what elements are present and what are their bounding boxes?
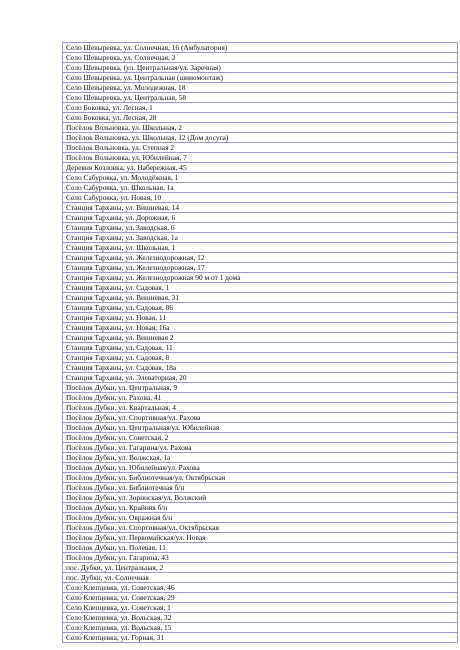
table-row: [63, 593, 458, 603]
address-cell: Село Шевыревка, ул. Центральная (шиномонтаж): [63, 73, 458, 83]
table-row: [63, 313, 458, 323]
table-row: [63, 583, 458, 593]
table-row: [63, 563, 458, 573]
table-row: [63, 93, 458, 103]
table-row: [63, 173, 458, 183]
address-cell: Посёлок Дубки, ул. Библиотечная/ул. Октябрьская: [63, 473, 458, 483]
table-row: [63, 123, 458, 133]
address-cell: Посёлок Дубки, ул. Гагарина, 43: [63, 553, 458, 563]
address-cell: Посёлок Дубки, ул. Спортивная/ул. Октябрьская: [63, 523, 458, 533]
address-cell: Посёлок Дубки, ул. Зоринская/ул. Волжский: [63, 493, 458, 503]
address-cell: Село Боковка, ул. Лесная, 1: [63, 103, 458, 113]
table-row: [63, 323, 458, 333]
address-cell: Посёлок Дубки, ул. Советская, 2: [63, 433, 458, 443]
address-cell: Село Клепцевка, ул. Советская, 1: [63, 603, 458, 613]
table-row: [63, 633, 458, 643]
table-row: [63, 83, 458, 93]
address-cell: Посёлок Дубки, ул. Волжская, 1а: [63, 453, 458, 463]
table-row: [63, 183, 458, 193]
table-row: [63, 433, 458, 443]
table-row: [63, 623, 458, 633]
table-row: [63, 223, 458, 233]
table-row: [63, 143, 458, 153]
table-row: [63, 403, 458, 413]
address-cell: Село Шевыревка, ул. Молодежная, 18: [63, 83, 458, 93]
address-cell: Посёлок Дубки, ул. Крайняя б/н: [63, 503, 458, 513]
table-row: [63, 333, 458, 343]
address-cell: Село Шевыревка, ул. Солнечная, 2: [63, 53, 458, 63]
address-cell: Станция Тарханы, ул. Новая, 11: [63, 313, 458, 323]
table-row: [63, 133, 458, 143]
address-cell: Село Сабуровка, ул. Школьная, 1а: [63, 183, 458, 193]
address-cell: Село Шевыревка, ул. Центральная, 58: [63, 93, 458, 103]
table-row: [63, 523, 458, 533]
address-table-body: [63, 43, 458, 643]
address-cell: Посёлок Дубки, ул. Спортивная/ул. Рахова: [63, 413, 458, 423]
table-row: [63, 103, 458, 113]
table-row: [63, 233, 458, 243]
address-cell: Село Шевыревка, (ул. Центральная/ул. Заречная): [63, 63, 458, 73]
address-cell: Станция Тарханы, ул. Заводская, 1а: [63, 233, 458, 243]
address-cell: Посёлок Вольновка, ул. Степная 2: [63, 143, 458, 153]
table-row: [63, 73, 458, 83]
address-cell: Посёлок Дубки, ул. Гагарина/ул. Рахова: [63, 443, 458, 453]
address-cell: Село Сабуровка, ул. Молодёжная, 1: [63, 173, 458, 183]
table-row: [63, 453, 458, 463]
table-row: [63, 53, 458, 63]
address-cell: Село Боковка, ул. Лесная, 28: [63, 113, 458, 123]
table-row: [63, 153, 458, 163]
table-row: [63, 473, 458, 483]
address-cell: Посёлок Дубки, ул. Центральная, 9: [63, 383, 458, 393]
address-cell: Село Клепцевка, ул. Горная, 31: [63, 633, 458, 643]
address-cell: Станция Тарханы, ул. Школьная, 1: [63, 243, 458, 253]
address-cell: Станция Тарханы, ул. Садовая, 8: [63, 353, 458, 363]
address-cell: Станция Тарханы, ул. Новая, 16а: [63, 323, 458, 333]
table-row: [63, 493, 458, 503]
address-cell: Посёлок Вольновка, ул. Школьная, 2: [63, 123, 458, 133]
address-cell: Станция Тарханы, ул. Дорожная, 6: [63, 213, 458, 223]
table-row: [63, 293, 458, 303]
table-row: [63, 353, 458, 363]
table-row: [63, 383, 458, 393]
address-cell: Село Сабуровка, ул. Новая, 10: [63, 193, 458, 203]
table-row: [63, 483, 458, 493]
address-cell: Деревня Козловка, ул. Набережная, 45: [63, 163, 458, 173]
table-row: [63, 413, 458, 423]
address-cell: Посёлок Дубки, ул. Библиотечная б/н: [63, 483, 458, 493]
table-row: [63, 213, 458, 223]
address-cell: пос. Дубки, ул. Солнечная: [63, 573, 458, 583]
address-cell: Станция Тарханы, ул. Садовая, 11: [63, 343, 458, 353]
address-cell: пос. Дубки, ул. Центральная, 2: [63, 563, 458, 573]
table-row: [63, 253, 458, 263]
address-cell: Село Шевыревка, ул. Солнечная, 16 (Амбулатория): [63, 43, 458, 53]
table-row: [63, 243, 458, 253]
table-row: [63, 113, 458, 123]
address-cell: Станция Тарханы, ул. Заводская, 6: [63, 223, 458, 233]
address-cell: Станция Тарханы, ул. Садовая, 1: [63, 283, 458, 293]
table-row: [63, 283, 458, 293]
address-cell: Станция Тарханы, ул. Элеваторная, 20: [63, 373, 458, 383]
table-row: [63, 393, 458, 403]
table-row: [63, 613, 458, 623]
address-cell: Село Клепцевка, ул. Советская, 46: [63, 583, 458, 593]
table-row: [63, 343, 458, 353]
table-row: [63, 193, 458, 203]
address-cell: Село Клепцевка, ул. Советская, 29: [63, 593, 458, 603]
table-row: [63, 373, 458, 383]
table-row: [63, 273, 458, 283]
address-cell: Посёлок Дубки, ул. Овражная б/н: [63, 513, 458, 523]
address-cell: Станция Тарханы, ул. Вишневая 2: [63, 333, 458, 343]
address-cell: Посёлок Дубки, ул. Рахова, 41: [63, 393, 458, 403]
table-row: [63, 543, 458, 553]
table-row: [63, 63, 458, 73]
address-cell: Станция Тарханы, ул. Железнодорожная, 17: [63, 263, 458, 273]
table-row: [63, 573, 458, 583]
table-row: [63, 43, 458, 53]
table-row: [63, 163, 458, 173]
table-row: [63, 203, 458, 213]
address-cell: Село Клепцевка, ул. Вольская, 15: [63, 623, 458, 633]
table-row: [63, 463, 458, 473]
table-row: [63, 443, 458, 453]
address-table: [62, 42, 458, 643]
address-cell: Станция Тарханы, ул. Железнодорожная 90 м от 1 дома: [63, 273, 458, 283]
table-row: [63, 423, 458, 433]
address-cell: Станция Тарханы, ул. Садовая, 86: [63, 303, 458, 313]
address-cell: Посёлок Дубки, ул. Центральная/ул. Юбилейная: [63, 423, 458, 433]
table-row: [63, 513, 458, 523]
table-row: [63, 263, 458, 273]
address-cell: Посёлок Дубки, ул. Квартальная, 4: [63, 403, 458, 413]
table-row: [63, 533, 458, 543]
address-cell: Станция Тарханы, ул. Вишневая, 14: [63, 203, 458, 213]
address-cell: Посёлок Дубки, ул. Первомайская/ул. Новая: [63, 533, 458, 543]
table-row: [63, 303, 458, 313]
address-cell: Посёлок Дубки, ул. Полевая, 11: [63, 543, 458, 553]
address-cell: Посёлок Вольновка, ул. Юбилейная, 7: [63, 153, 458, 163]
address-cell: Станция Тарханы, ул. Железнодорожная, 12: [63, 253, 458, 263]
address-cell: Станция Тарханы, ул. Вишневая, 31: [63, 293, 458, 303]
table-row: [63, 553, 458, 563]
table-row: [63, 603, 458, 613]
address-cell: Посёлок Вольновка, ул. Школьная, 12 (Дом досуга): [63, 133, 458, 143]
table-row: [63, 503, 458, 513]
table-row: [63, 363, 458, 373]
address-cell: Посёлок Дубки, ул. Юбилейная/ул. Рахова: [63, 463, 458, 473]
address-cell: Село Клепцевка, ул. Вольская, 32: [63, 613, 458, 623]
address-cell: Станция Тарханы, ул. Садовая, 18а: [63, 363, 458, 373]
